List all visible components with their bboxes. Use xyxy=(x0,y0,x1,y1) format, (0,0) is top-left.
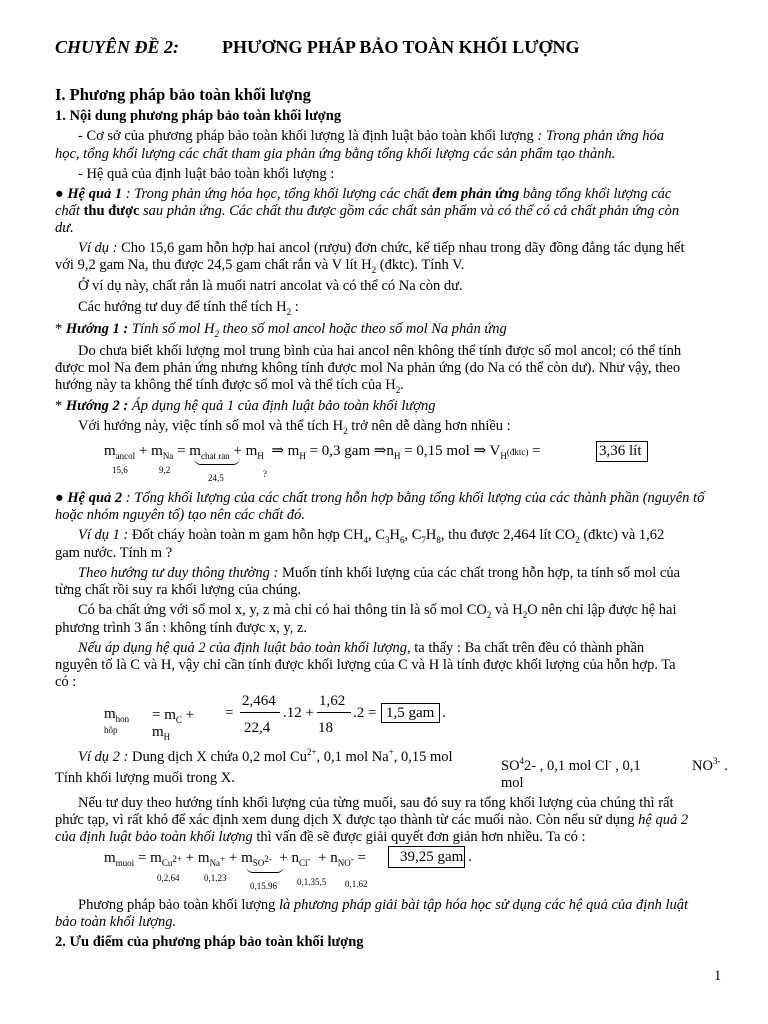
result-value: 3,36 lít xyxy=(599,443,642,459)
fraction-numerator: 2,464 xyxy=(242,693,276,709)
subsection-heading: 2. Ưu điểm của phương pháp bảo toàn khối lượng xyxy=(55,934,364,950)
example-2: Ví dụ 2 : Dung dịch X chứa 0,2 mol $Cu^{2+}$, 0,1 mol Na+, 0,15 mol xyxy=(78,747,453,765)
approach-1-body: Do chưa biết khối lượng mol trung bình của hai ancol nên không thể tính được số mol ancol; có thể tính xyxy=(78,343,682,359)
paragraph: Nếu áp dụng hệ quả 2 của định luật bảo toàn khối lượng, ta thấy : Ba chất trên đều có thành phần xyxy=(78,640,645,656)
paragraph: phương trình 3 ẩn : không tính được x, y, z. xyxy=(55,620,308,636)
approach-1: * Hướng 1 : Tính số mol $H_2$ theo số mol ancol hoặc theo số mol Na phản ứng xyxy=(55,321,507,339)
underbrace xyxy=(246,866,284,873)
paragraph: Ở ví dụ này, chất rắn là muối natri ancolat và có thể có Na còn dư. xyxy=(78,278,463,294)
equation-2-mc: = $m_C$ + xyxy=(152,707,195,725)
result-value: 39,25 gam xyxy=(400,849,464,865)
fraction-denominator: 18 xyxy=(318,720,333,736)
example-1: Ví dụ 1 : Đốt cháy hoàn toàn m gam hỗn hợp $CH_4$, $C_3H_6$, $C_7H_8$, thu được 2,464 lít $CO_2$ (đktc) và 1,62 xyxy=(78,527,665,545)
under-value: 9,2 xyxy=(159,465,171,475)
paragraph: bảo toàn khối lượng. xyxy=(55,914,177,930)
equation-1: $m_{ancol} + m_{Na} = m_{chat ran} + m_H$ ⇒ $m_H = 0,3$ gam $\Rightarrow n_H = 0,15$ mol ⇒ $V_H(đktc)$ = xyxy=(104,443,541,461)
approach-2: * Hướng 2 : Áp dụng hệ quả 1 của định luật bảo toàn khối lượng xyxy=(55,398,436,414)
fraction-bar xyxy=(317,712,351,713)
example: Ví dụ : Cho 15,6 gam hỗn hợp hai ancol (rượu) đơn chức, kế tiếp nhau trong dãy đồng đẳng tác dụng hết xyxy=(78,240,685,256)
equation-2-equals: = xyxy=(225,705,234,721)
equation-3: $m_{muoi} = m_{Cu^{2+}} + m_{Na^+} + m_{SO^{2-}} + n_{Cl^-} + n_{NO^-}$ = xyxy=(104,850,366,868)
under-value: 0,1.23 xyxy=(204,873,227,883)
period: . xyxy=(468,849,472,865)
example-2-line2: Tính khối lượng muối trong X. xyxy=(55,770,235,786)
fraction-numerator: 1,62 xyxy=(319,693,346,709)
under-value: 0,1.62 xyxy=(345,879,368,889)
paragraph: Có ba chất ứng với số mol x, y, z mà chỉ có hai thông tin là số mol $CO_2$ và $H_2O$ nên chỉ lập được hệ hai xyxy=(78,602,677,620)
approach-1-body: được mol Na đem phản ứng nhưng không tính được mol Na phản ứng (do Na có thể còn dư). Như vậy, theo xyxy=(55,360,681,376)
under-value: ? xyxy=(263,469,267,479)
paragraph: từng chất rồi suy ra khối lượng của chúng. xyxy=(55,582,302,598)
example-2-mol: mol xyxy=(501,775,524,791)
under-value: 0,2.64 xyxy=(157,873,180,883)
fraction-denominator: 22,4 xyxy=(244,720,271,736)
corollary-1: ● Hệ quả 1 : Trong phản ứng hóa học, tổng khối lượng các chất đem phản ứng bằng tổng khối lượng các xyxy=(55,186,672,202)
paragraph: học, tổng khối lượng các chất tham gia phản ứng bằng tổng khối lượng các sản phẩm tạo thành. xyxy=(55,146,616,162)
equation-2-lhs: $m_{hon}$ xyxy=(104,706,130,724)
example-line2: với 9,2 gam Na, thu được 24,5 gam chất rắn và V lít $H_2$ (đktc). Tính V. xyxy=(55,257,465,275)
underbrace xyxy=(194,458,240,465)
chapter-title: PHƯƠNG PHÁP BẢO TOÀN KHỐI LƯỢNG xyxy=(222,37,580,57)
under-value: 0,15.96 xyxy=(250,881,277,891)
multiplier: .2 = xyxy=(353,705,377,721)
paragraph: có : xyxy=(55,674,77,690)
fraction-bar xyxy=(240,712,280,713)
period: . xyxy=(442,705,446,721)
paragraph: Các hướng tư duy để tính thể tích $H_2$ : xyxy=(78,299,299,317)
under-value: 15,6 xyxy=(112,465,128,475)
example-2-ions: $SO^42-$ , 0,1 mol Cl- , 0,1 xyxy=(501,756,641,774)
paragraph: - Hệ quả của định luật bảo toàn khối lượng : xyxy=(78,166,335,182)
under-value: 24,5 xyxy=(208,473,224,483)
corollary-1-line2: chất thu được sau phản ứng. Các chất thu được gồm các chất sản phẩm và có thể có cả chất phản ứng còn xyxy=(55,203,680,219)
paragraph: Nếu tư duy theo hướng tính khối lượng của từng muối, sau đó suy ra tổng khối lượng của chúng thì rất xyxy=(78,795,674,811)
under-value: 0,1.35,5 xyxy=(297,877,327,887)
example-2-no3: $NO^{3-}$ . xyxy=(692,756,728,774)
approach-1-body: hướng này ta không thể tính được số mol và thể tích của $H_2$. xyxy=(55,377,404,395)
corollary-1-line3: dư. xyxy=(55,220,74,236)
section-heading: I. Phương pháp bảo toàn khối lượng xyxy=(55,85,311,104)
paragraph: - Cơ sở của phương pháp bảo toàn khối lượng là định luật bảo toàn khối lượng : Trong phản ứng hóa xyxy=(78,128,665,144)
paragraph: phức tạp, vì rất khó để xác định xem dung dịch X được tạo thành từ các muối nào. Còn nếu sử dụng hệ quả 2 xyxy=(55,812,689,828)
paragraph: Phương pháp bảo toàn khối lượng là phương pháp giải bài tập hóa học sử dụng các hệ quả của định luật xyxy=(78,897,688,913)
paragraph: nguyên tố là C và H, vậy chỉ cần tính được khối lượng của C và H là tính được khối lượng của hỗn hợp. Ta xyxy=(55,657,676,673)
paragraph: của định luật bảo toàn khối lượng thì vấn đề sẽ được giải quyết đơn giản hơn nhiều. Ta có : xyxy=(55,829,586,845)
chapter-label: CHUYÊN ĐỀ 2: xyxy=(55,37,180,57)
page-number: 1 xyxy=(714,968,722,984)
approach-2-body: Với hướng này, việc tính số mol và thể tích $H_2$ trở nên dễ dàng hơn nhiều : xyxy=(78,418,511,436)
subsection-heading: 1. Nội dung phương pháp bảo toàn khối lượng xyxy=(55,108,342,124)
paragraph: Theo hướng tư duy thông thường : Muốn tính khối lượng của các chất trong hỗn hợp, ta tính số mol của xyxy=(78,565,681,581)
example-1-line2: gam nước. Tính m ? xyxy=(55,545,173,561)
equation-2-sub: hôp xyxy=(104,725,118,735)
multiplier: .12 + xyxy=(283,705,314,721)
result-value: 1,5 gam xyxy=(386,705,435,721)
corollary-2: ● Hệ quả 2 : Tổng khối lượng của các chất trong hỗn hợp bằng tổng khối lượng của các thành phần (nguyên tố xyxy=(55,490,705,506)
corollary-2-line2: hoặc nhóm nguyên tố) tạo nên các chất đó. xyxy=(55,507,306,523)
equation-2-mh: $m_H$ xyxy=(152,724,171,742)
